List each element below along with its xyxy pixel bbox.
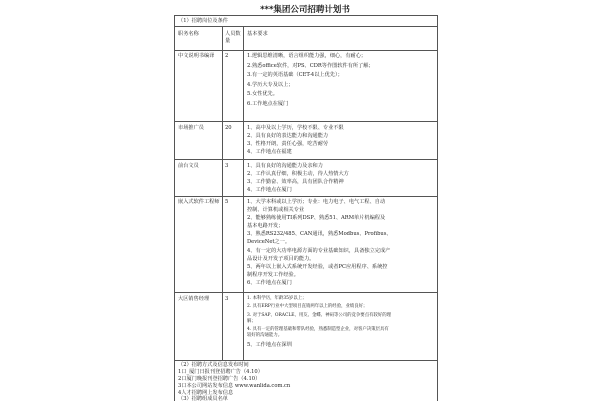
requirement-line: 5.女性优先。 [247,91,278,98]
table-row [175,293,437,361]
requirement-line: 基本电路开发； [247,223,284,230]
requirement-line: 6.工作地点在厦门 [247,100,289,107]
requirement-line: 4、工作地点在福建 [247,149,292,156]
section-1-label: （1）招聘岗位及条件 [178,18,228,24]
requirement-line: 1、大学本科或以上学历；专业：电力电子、电气工程、自动 [247,199,386,205]
requirement-line: 较好的沟通能力。 [247,333,283,339]
requirement-line: 1.逻辑思维清晰，语言组织能力强，细心，有耐心； [247,53,367,59]
requirements-cell [247,53,435,108]
position-cell: 前台文员 [178,163,199,169]
position-cell: 嵌入式软件工程师 [178,199,220,205]
requirement-line: 2、具有良好的表达能力和沟通能力 [247,133,329,140]
release-item: 2口厦门晚报刊登招聘广告（4.10） [178,376,261,382]
requirement-line: 1. 本科学历，年龄35岁以上； [247,296,307,301]
header-row [175,27,437,51]
requirement-line: 3、工作勤奋、效率高，具有团队合作精神 [247,179,344,186]
table-row [175,160,437,197]
requirements-cell [247,125,344,156]
recruitment-table [174,15,438,401]
position-cell: 中文说明书编译 [178,53,215,59]
release-item: 4人才招聘网上发布信息 [178,390,234,396]
requirement-line: 3、性格开朗，责任心强，吃苦耐劳 [247,141,329,148]
requirement-line: 4、工作地点在厦门 [247,187,292,194]
document-page [174,0,436,400]
requirements-cell [247,199,435,287]
requirement-line: 2、能够熟练使用TI系列DSP、熟悉51、ARM单片机编程及 [247,215,386,222]
requirement-line: 品设计及开发子项目的能力。 [247,255,315,262]
requirements-cell [247,163,349,194]
requirement-line: 2、工作认真仔细，积极主动，待人热情大方 [247,171,349,178]
table-row [175,51,437,122]
header-position: 职务名称 [178,31,199,37]
requirement-line: 5、工作地点在深圳 [247,341,292,348]
section-1-row [175,16,437,27]
section-3-label: （3）招聘组成员名单 [178,396,228,402]
position-cell: 市场推广员 [178,125,204,131]
requirement-line: 2.熟悉office软件，对PS、CDR等作图软件有所了解； [247,62,374,69]
page-title: ***集团公司招聘计划书 [260,5,350,15]
table-row [175,122,437,160]
release-item: 3口本公司网站发布信息 www.wanlida.com.cn [178,383,291,389]
requirement-line: 1、具有良好的沟通能力及亲和力 [247,163,323,169]
release-item: 1口_厦门日报刊登招聘广告（4.10） [178,369,263,375]
count-cell: 5 [225,199,229,205]
count-cell: 2 [225,53,229,59]
requirement-line: DeviceNet之一。 [247,239,291,246]
section-2-label: （2）招聘方式及信息发布时间 [178,362,249,368]
requirement-line: 3. 对于SAP、ORACLE、用友、金蝶、神码等公司的竞争要点有较好的理 [247,312,392,318]
count-cell: 3 [225,296,229,302]
requirement-line: 3、熟悉RS232/485、CAN通讯，熟悉Modbus、Profibus、 [247,231,392,238]
requirement-line: 4.学历大专及以上； [247,81,294,88]
requirement-line: 2. 具有ERP行业中大型项目直销两年以上的经验，业绩良好； [247,304,368,310]
requirement-line: 4、有一定的大功率电源方面的专业基础知识，具备独立完成产 [247,247,391,254]
header-count: 人员数量 [225,31,241,44]
table-row [175,197,437,293]
requirement-line: 4. 具有一定的管理基础和带队经验，熟悉制造型企业，对客户决策层具有 [247,327,389,333]
requirement-line: 3.有一定的英语基础（CET-4以上优先）； [247,72,343,79]
requirement-line: 1、高中及以上学历，学校不限、专业不限 [247,125,344,131]
count-cell: 3 [225,163,229,169]
requirements-cell [247,296,435,348]
requirement-line: 5、两年以上嵌入式系统开发经验，或者PC应用程序、系统控 [247,263,388,270]
header-requirements: 基本要求 [247,31,268,37]
count-cell: 20 [225,125,232,131]
requirement-line: 制程序开发工作经验。 [247,271,299,278]
position-cell: 大区销售经理 [178,296,210,302]
release-section [175,361,437,401]
requirement-line: 6、工作地点在厦门 [247,279,292,286]
requirement-line: 解； [247,318,256,324]
requirement-line: 控制、计算机或相关专业 [247,207,305,214]
